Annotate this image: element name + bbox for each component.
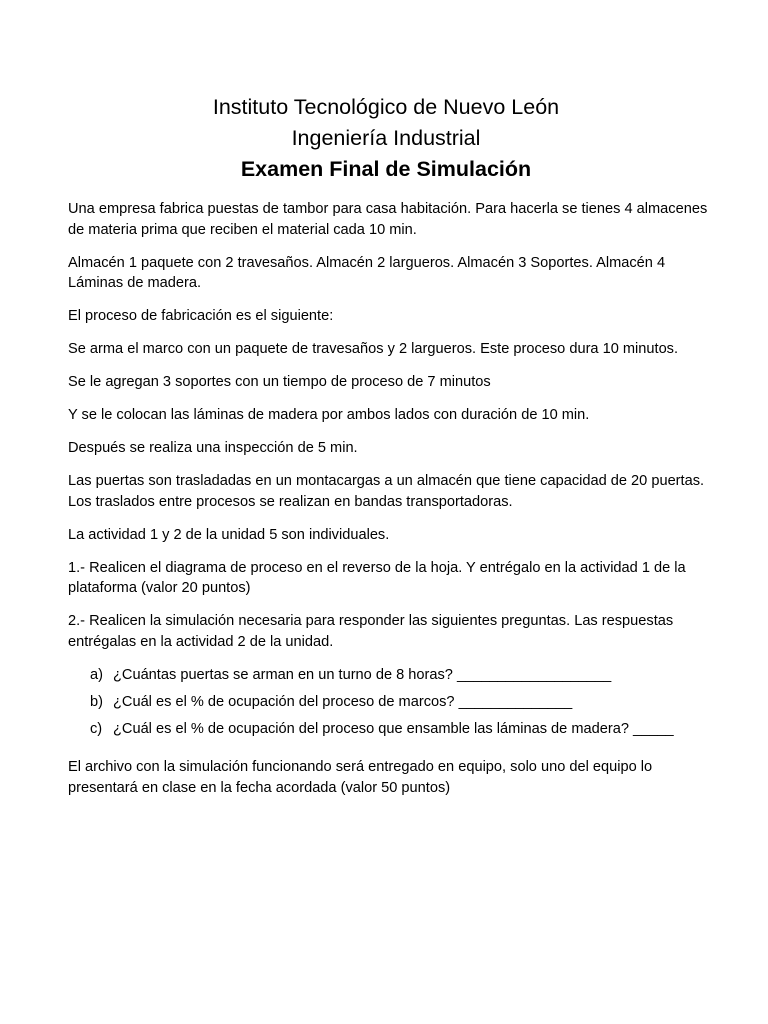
list-marker: c): [90, 720, 103, 737]
exam-title: Examen Final de Simulación: [240, 157, 532, 181]
process-step-inspection: Después se realiza una inspección de 5 min.: [68, 440, 358, 456]
list-item: [68, 719, 708, 740]
list-item: [68, 692, 708, 713]
process-step-supports: Se le agregan 3 soportes con un tiempo de proceso de 7 minutos: [68, 374, 491, 390]
activities-note: La actividad 1 y 2 de la unidad 5 son individuales.: [68, 526, 390, 543]
department-name: Ingeniería Industrial: [291, 126, 481, 150]
process-intro-paragraph: El proceso de fabricación es el siguiente:: [68, 308, 334, 324]
question-text: ¿Cuál es el % de ocupación del proceso que ensamble las láminas de madera? _____: [113, 720, 674, 737]
warehouses-paragraph: Almacén 1 paquete con 2 travesaños. Almacén 2 largueros. Almacén 3 Soportes. Almacén 4 Láminas de madera.: [68, 254, 666, 291]
process-step-frame: Se arma el marco con un paquete de travesaños y 2 largueros. Este proceso dura 10 minutos.: [68, 341, 679, 357]
exam-document: [68, 92, 708, 811]
process-step-sheets: Y se le colocan las láminas de madera por ambos lados con duración de 10 min.: [68, 407, 590, 423]
question-text: ¿Cuántas puertas se arman en un turno de 8 horas? ___________________: [113, 666, 612, 683]
document-header: [64, 92, 708, 185]
closing-paragraph: El archivo con la simulación funcionando será entregado en equipo, solo uno del equipo lo presentará en clase en la fecha acordada (valor 50 puntos): [68, 759, 653, 796]
question-text: ¿Cuál es el % de ocupación del proceso de marcos? ______________: [113, 693, 573, 710]
transport-paragraph: Las puertas son trasladadas en un montacargas a un almacén que tiene capacidad de 20 puertas. Los traslados entre procesos se realizan en bandas transportadoras.: [68, 473, 705, 510]
institution-name: Instituto Tecnológico de Nuevo León: [212, 95, 560, 119]
list-item: [68, 665, 708, 686]
instruction-2: 2.- Realicen la simulación necesaria para responder las siguientes preguntas. Las respuestas entrégalas en la actividad 2 de la unidad.: [68, 613, 674, 650]
list-marker: b): [90, 693, 103, 710]
list-marker: a): [90, 666, 103, 683]
question-list: [68, 665, 708, 740]
intro-paragraph: Una empresa fabrica puestas de tambor para casa habitación. Para hacerla se tienes 4 almacenes de materia prima que reciben el material cada 10 min.: [68, 201, 708, 238]
instruction-1: 1.- Realicen el diagrama de proceso en el reverso de la hoja. Y entrégalo en la actividad 1 de la plataforma (valor 20 puntos): [68, 559, 686, 596]
